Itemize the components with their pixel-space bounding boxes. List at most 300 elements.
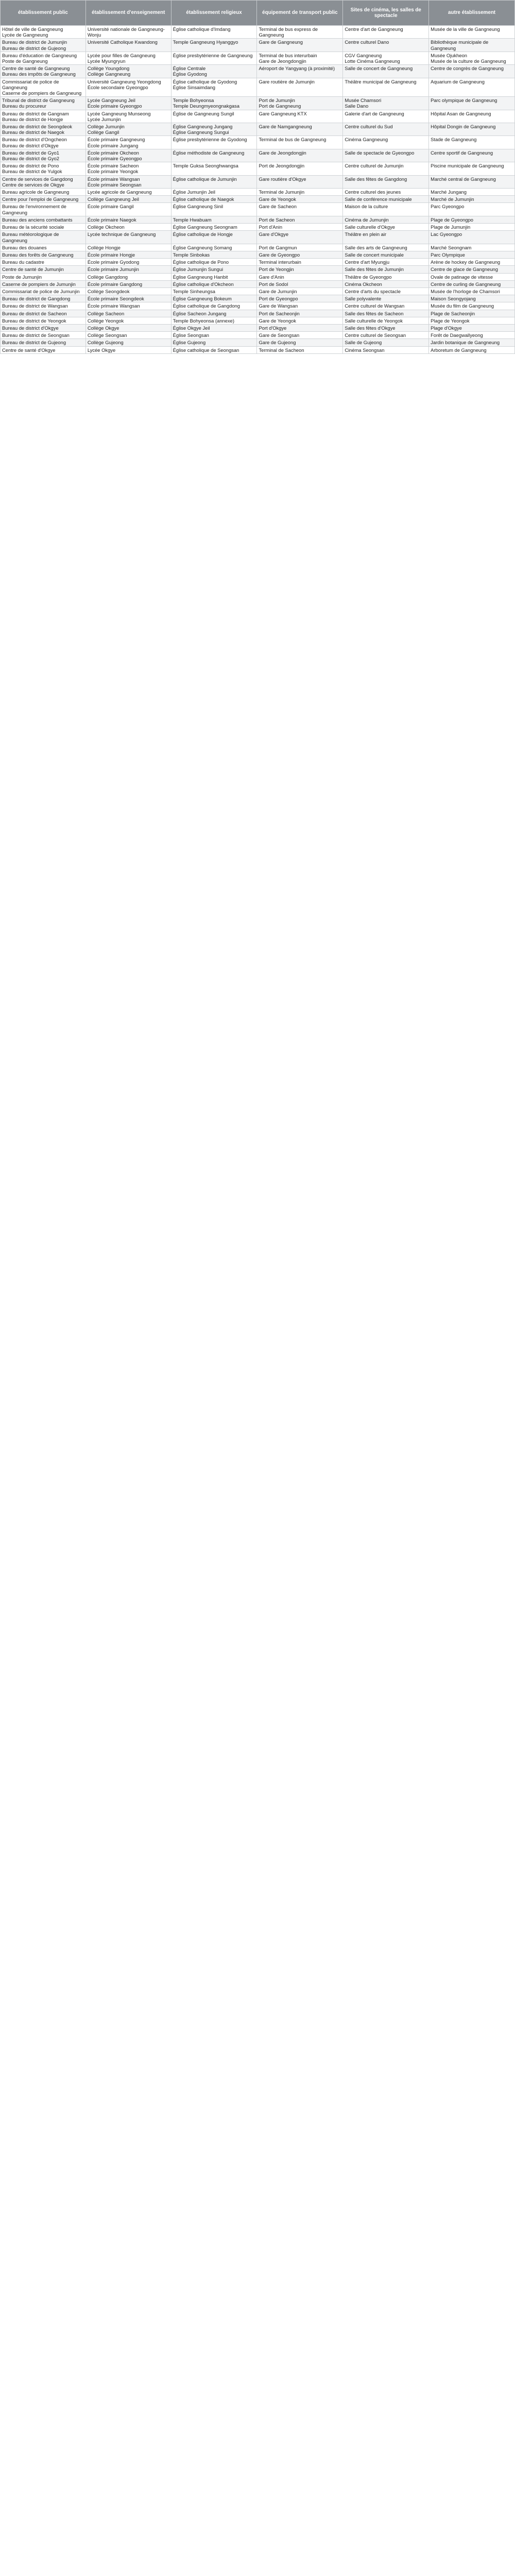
cell-cinema [343, 97, 429, 110]
cell-other [429, 216, 515, 223]
cell-entry: Salle de spectacle de Gyeongpo [345, 149, 415, 156]
cell-entry: Bibliothèque municipale de Gangneung [431, 39, 489, 51]
cell-entry: Bureau de district de Yeongok [2, 317, 66, 324]
cell-entry: Église Gangneung Sinil [173, 204, 224, 210]
cell-other [429, 280, 515, 287]
cell-entry: Bureau météorologique de Gangneung [2, 231, 59, 243]
cell-entry: Église Centrale [173, 65, 206, 72]
cell-religious [171, 266, 257, 273]
cell-public [1, 52, 86, 64]
cell-transport [257, 216, 343, 223]
cell-entry: Bureau de district de Naegok [2, 129, 64, 135]
cell-other [429, 97, 515, 110]
cell-public [1, 26, 86, 39]
cell-cinema [343, 295, 429, 302]
cell-public [1, 196, 86, 203]
cell-public [1, 280, 86, 287]
cell-entry: Jardin botanique de Gangneung [431, 340, 500, 346]
cell-other [429, 224, 515, 231]
cell-education [85, 266, 171, 273]
facilities-table [0, 0, 515, 354]
cell-entry: École primaire Gyeongpo [87, 103, 142, 109]
cell-other [429, 136, 515, 149]
cell-entry: Église Gangneung Jungang [173, 124, 233, 130]
cell-entry: Poste de Jumunjin [2, 274, 42, 280]
cell-public [1, 346, 86, 353]
cell-other [429, 324, 515, 331]
cell-public [1, 110, 86, 123]
column-header-education: établissement d'enseignement [85, 1, 171, 26]
cell-entry: Salle culturelle de Yeongok [345, 317, 403, 324]
cell-education [85, 175, 171, 188]
table-row [1, 149, 515, 162]
cell-entry: École primaire Gangil [87, 204, 134, 210]
cell-other [429, 149, 515, 162]
cell-public [1, 295, 86, 302]
cell-entry: Cinéma Okcheon [345, 281, 382, 287]
cell-entry: Bureau de district de Gujeong [2, 340, 66, 346]
cell-religious [171, 324, 257, 331]
cell-transport [257, 189, 343, 196]
cell-entry: Lycée de Gangneung [2, 32, 48, 38]
cell-entry: Bureau de district de Jumunjin [2, 39, 67, 45]
cell-public [1, 175, 86, 188]
cell-transport [257, 244, 343, 251]
column-header-transport: équipement de transport public [257, 1, 343, 26]
cell-entry: Bureau de district de Yulgok [2, 168, 62, 175]
table-row [1, 78, 515, 97]
cell-cinema [343, 26, 429, 39]
cell-entry: Collège Youngdong [87, 65, 130, 72]
cell-entry: Hôpital Dongin de Gangneung [431, 124, 496, 130]
cell-entry: Centre de services de Okgye [2, 181, 64, 188]
cell-education [85, 123, 171, 136]
cell-entry: Terminal interurbain [259, 259, 301, 265]
cell-other [429, 189, 515, 196]
cell-education [85, 310, 171, 317]
cell-religious [171, 26, 257, 39]
cell-public [1, 65, 86, 78]
table-row [1, 136, 515, 149]
cell-religious [171, 149, 257, 162]
cell-public [1, 162, 86, 175]
cell-entry: Marché central de Gangneung [431, 176, 496, 182]
cell-other [429, 244, 515, 251]
cell-entry: Salle des fêtes de Gangdong [345, 176, 407, 182]
cell-entry: Église de Gangneung Sungil [173, 110, 234, 116]
cell-transport [257, 310, 343, 317]
cell-entry: Plage de Sacheonjin [431, 310, 475, 316]
cell-entry: Gare de Gujeong [259, 340, 296, 346]
cell-religious [171, 216, 257, 223]
cell-religious [171, 244, 257, 251]
cell-public [1, 231, 86, 244]
cell-cinema [343, 162, 429, 175]
cell-transport [257, 324, 343, 331]
cell-entry: Port de Sodol [259, 281, 288, 287]
cell-entry: École primaire Yeongok [87, 168, 139, 175]
cell-entry: Temple Gangneung Hyanggyo [173, 39, 238, 45]
column-header-cinema: Sites de cinéma, les salles de spectacle [343, 1, 429, 26]
cell-transport [257, 196, 343, 203]
cell-transport [257, 162, 343, 175]
cell-entry: Gare routière d'Okgye [259, 176, 306, 182]
cell-transport [257, 302, 343, 310]
cell-entry: Centre de glace de Gangneung [431, 266, 498, 273]
cell-entry: Collège Sacheon [87, 310, 125, 316]
cell-religious [171, 346, 257, 353]
cell-entry: Gare de Jumunjin [259, 288, 297, 294]
cell-entry: Piscine municipale de Gangneung [431, 163, 504, 169]
cell-entry: Centre sportif de Gangneung [431, 149, 493, 156]
cell-religious [171, 78, 257, 97]
cell-cinema [343, 224, 429, 231]
cell-education [85, 224, 171, 231]
cell-entry: École primaire Jungang [87, 142, 139, 148]
cell-public [1, 149, 86, 162]
cell-education [85, 287, 171, 295]
table-row [1, 39, 515, 52]
cell-cinema [343, 287, 429, 295]
cell-entry: Bureau de district de Gyo1 [2, 149, 59, 156]
cell-entry: Terminal de Jumunjin [259, 189, 305, 195]
cell-entry: École primaire Okcheon [87, 149, 139, 156]
cell-public [1, 332, 86, 339]
cell-education [85, 346, 171, 353]
cell-education [85, 280, 171, 287]
cell-entry: École primaire Gangdong [87, 281, 143, 287]
cell-entry: Forêt de Daegwallyeong [431, 332, 483, 338]
table-row [1, 251, 515, 258]
cell-religious [171, 273, 257, 280]
cell-religious [171, 317, 257, 324]
table-row [1, 97, 515, 110]
cell-entry: Gare de Jeongdongjin [259, 58, 306, 64]
cell-public [1, 317, 86, 324]
cell-entry: Caserne de pompiers de Jumunjin [2, 281, 76, 287]
cell-transport [257, 203, 343, 216]
cell-other [429, 295, 515, 302]
cell-entry: Bureau de l'environnement de Gangneung [2, 204, 66, 215]
cell-entry: Centre culturel des jeunes [345, 189, 401, 195]
cell-entry: Église Gangneung Somang [173, 244, 232, 250]
cell-transport [257, 317, 343, 324]
cell-entry: Bureau de district de Gangnam [2, 110, 69, 116]
cell-entry: École primaire Gangneung [87, 137, 145, 143]
cell-other [429, 203, 515, 216]
cell-other [429, 332, 515, 339]
cell-religious [171, 97, 257, 110]
cell-education [85, 273, 171, 280]
cell-entry: Temple Bohyeonsa [173, 97, 214, 104]
cell-entry: Maison Seongyojang [431, 296, 476, 302]
table-row [1, 203, 515, 216]
cell-public [1, 78, 86, 97]
cell-entry: Église Sacheon Jungang [173, 310, 227, 316]
cell-transport [257, 339, 343, 346]
cell-cinema [343, 266, 429, 273]
cell-religious [171, 65, 257, 78]
cell-entry: Salle polyvalente [345, 296, 382, 302]
cell-entry: Bureau de district de Pono [2, 163, 59, 169]
cell-entry: Temple Sinbokas [173, 251, 210, 258]
cell-religious [171, 231, 257, 244]
cell-entry: École primaire Jumunjin [87, 266, 139, 273]
cell-other [429, 175, 515, 188]
cell-entry: Aquarium de Gangneung [431, 78, 485, 84]
cell-entry: Bureau de district d'Ongcheon [2, 137, 67, 143]
cell-entry: Bureau du cadastre [2, 259, 44, 265]
cell-entry: Gare de Gangneung [259, 39, 303, 45]
cell-cinema [343, 149, 429, 162]
cell-transport [257, 97, 343, 110]
cell-entry: Salle des arts de Gangneung [345, 244, 407, 250]
cell-entry: Temple Guksa Seonghwangsa [173, 163, 238, 169]
cell-entry: École primaire Seongdeok [87, 296, 144, 302]
cell-religious [171, 39, 257, 52]
cell-entry: Bureau d'éducation de Gangneung [2, 52, 77, 58]
cell-entry: Bureau de district d'Okgye [2, 325, 59, 331]
cell-cinema [343, 39, 429, 52]
cell-transport [257, 295, 343, 302]
cell-transport [257, 136, 343, 149]
table-row [1, 26, 515, 39]
cell-entry: Collège Yeongok [87, 317, 124, 324]
table-row [1, 273, 515, 280]
cell-other [429, 231, 515, 244]
cell-entry: Salle des fêtes de Jumunjin [345, 266, 404, 273]
cell-entry: Caserne de pompiers de Gangneung [2, 90, 82, 96]
cell-entry: Ovale de patinage de vitesse [431, 274, 493, 280]
cell-public [1, 266, 86, 273]
cell-entry: Cinéma Seongsan [345, 347, 385, 353]
cell-religious [171, 280, 257, 287]
cell-entry: École primaire Hongje [87, 251, 135, 258]
cell-entry: Centre de congrès de Gangneung [431, 65, 504, 72]
cell-transport [257, 266, 343, 273]
cell-entry: Gare de Yeongok [259, 317, 296, 324]
cell-cinema [343, 65, 429, 78]
cell-other [429, 162, 515, 175]
cell-entry: Parc olympique de Gangneung [431, 97, 497, 104]
cell-entry: Centre culturel du Sud [345, 124, 393, 130]
cell-religious [171, 162, 257, 175]
cell-other [429, 52, 515, 64]
cell-entry: Gare de Wangsan [259, 303, 298, 309]
cell-entry: Plage de Gyeongpo [431, 216, 474, 223]
cell-entry: Église Gangneung Seongnam [173, 224, 237, 230]
cell-entry: Collège Gujeong [87, 340, 124, 346]
cell-entry: Église Gujeong [173, 340, 206, 346]
cell-transport [257, 78, 343, 97]
cell-entry: Arène de hockey de Gangneung [431, 259, 501, 265]
cell-entry: Église presbytérienne de Gangneung [173, 52, 253, 58]
cell-religious [171, 287, 257, 295]
cell-entry: Centre d'arts du spectacle [345, 288, 401, 294]
cell-entry: Église catholique de Seongsan [173, 347, 239, 353]
cell-religious [171, 259, 257, 266]
cell-religious [171, 332, 257, 339]
cell-entry: Université Catholique Kwandong [87, 39, 158, 45]
cell-entry: Centre pour l'emploi de Gangneung [2, 196, 79, 202]
cell-entry: Collège Seongdeok [87, 288, 130, 294]
table-row [1, 324, 515, 331]
cell-entry: Collège Okgye [87, 325, 119, 331]
cell-entry: Parc Olympique [431, 251, 465, 258]
cell-entry: Temple Sinheungsa [173, 288, 216, 294]
cell-entry: Tribunal de district de Gangneung [2, 97, 75, 104]
cell-other [429, 65, 515, 78]
cell-education [85, 231, 171, 244]
cell-entry: Musée du film de Gangneung [431, 303, 494, 309]
cell-entry: Collège Gangil [87, 129, 119, 135]
cell-other [429, 346, 515, 353]
cell-entry: Plage de Yeongok [431, 317, 470, 324]
cell-entry: Église catholique de Gangdong [173, 303, 240, 309]
cell-entry: École primaire Naegok [87, 216, 136, 223]
table-row [1, 123, 515, 136]
cell-entry: Lycée Okgye [87, 347, 116, 353]
table-row [1, 332, 515, 339]
cell-entry: Gare de Namgangneung [259, 124, 312, 130]
cell-transport [257, 175, 343, 188]
cell-transport [257, 346, 343, 353]
cell-other [429, 259, 515, 266]
column-header-public: établissement public [1, 1, 86, 26]
cell-cinema [343, 203, 429, 216]
cell-cinema [343, 280, 429, 287]
cell-entry: Aéroport de Yangyang (à proximité) [259, 65, 335, 72]
cell-transport [257, 26, 343, 39]
cell-entry: Bureau de district de Gangdong [2, 296, 71, 302]
cell-entry: Port d'Okgye [259, 325, 287, 331]
cell-entry: École primaire Wangsan [87, 303, 140, 309]
cell-cinema [343, 317, 429, 324]
cell-public [1, 39, 86, 52]
table-row [1, 52, 515, 64]
cell-cinema [343, 259, 429, 266]
cell-entry: Musée de la ville de Gangneung [431, 26, 500, 32]
cell-entry: Collège Jumunjin [87, 124, 125, 130]
cell-entry: École primaire Sacheon [87, 163, 139, 169]
cell-entry: Lycée Jumunjin [87, 116, 121, 122]
cell-education [85, 39, 171, 52]
cell-entry: Centre de santé de Gangneung [2, 65, 70, 72]
cell-cinema [343, 310, 429, 317]
cell-religious [171, 52, 257, 64]
header-row [1, 1, 515, 26]
cell-education [85, 162, 171, 175]
cell-entry: Église catholique d'Okcheon [173, 281, 234, 287]
cell-other [429, 39, 515, 52]
cell-entry: Cinéma Gangneung [345, 137, 388, 143]
cell-entry: Port de Sacheonjin [259, 310, 300, 316]
cell-public [1, 123, 86, 136]
cell-public [1, 302, 86, 310]
cell-public [1, 324, 86, 331]
cell-public [1, 136, 86, 149]
cell-entry: Salle de concert municipale [345, 251, 404, 258]
cell-cinema [343, 52, 429, 64]
cell-cinema [343, 251, 429, 258]
cell-education [85, 65, 171, 78]
cell-entry: Bureau de district de Seongsan [2, 332, 70, 338]
cell-other [429, 110, 515, 123]
cell-entry: Théâtre de Gyeongpo [345, 274, 392, 280]
cell-entry: Gare de Seongsan [259, 332, 300, 338]
cell-entry: Gare d'Okgye [259, 231, 289, 238]
cell-religious [171, 302, 257, 310]
cell-entry: Terminal de bus interurbain [259, 52, 317, 58]
column-header-other: autre établissement [429, 1, 515, 26]
cell-entry: Collège Hongje [87, 244, 121, 250]
cell-entry: Université nationale de Gangneung-Wonju [87, 26, 165, 38]
cell-entry: Bureau des anciens combattants [2, 216, 73, 223]
cell-entry: Centre culturel de Wangsan [345, 303, 405, 309]
cell-entry: Église Okgye Jeil [173, 325, 210, 331]
cell-transport [257, 52, 343, 64]
table-row [1, 196, 515, 203]
table-header [1, 1, 515, 26]
cell-entry: Port de Yeongjin [259, 266, 294, 273]
cell-entry: Gare routière de Jumunjin [259, 78, 315, 84]
cell-transport [257, 251, 343, 258]
cell-education [85, 196, 171, 203]
cell-entry: Port de Sacheon [259, 216, 295, 223]
cell-public [1, 287, 86, 295]
cell-entry: Église catholique de Jumunjin [173, 176, 237, 182]
cell-entry: Gare d'Anin [259, 274, 284, 280]
cell-entry: Musée de la culture de Gangneung [431, 58, 506, 64]
table-row [1, 259, 515, 266]
cell-transport [257, 110, 343, 123]
cell-entry: Centre culturel Dano [345, 39, 389, 45]
cell-education [85, 251, 171, 258]
cell-entry: Théâtre en plein air [345, 231, 387, 238]
cell-entry: Port de Gangneung [259, 103, 301, 109]
cell-religious [171, 203, 257, 216]
cell-entry: Bureau des forêts de Gangneung [2, 251, 74, 258]
cell-entry: Collège Gangdong [87, 274, 128, 280]
cell-entry: Église Sinsaimdang [173, 84, 215, 90]
table-row [1, 295, 515, 302]
cell-entry: Église catholique de Pono [173, 259, 229, 265]
cell-other [429, 26, 515, 39]
cell-other [429, 266, 515, 273]
cell-cinema [343, 136, 429, 149]
cell-entry: École primaire Gyodong [87, 259, 140, 265]
table-row [1, 216, 515, 223]
cell-religious [171, 310, 257, 317]
cell-entry: Centre de santé de Jumunjin [2, 266, 64, 273]
cell-entry: Bureau des douanes [2, 244, 47, 250]
cell-transport [257, 39, 343, 52]
cell-entry: Lycée Gangneung Munseong [87, 110, 151, 116]
cell-entry: Centre culturel de Seongsan [345, 332, 406, 338]
cell-education [85, 216, 171, 223]
cell-cinema [343, 196, 429, 203]
cell-entry: Temple Bohyeonsa (annexe) [173, 317, 234, 324]
table-row [1, 302, 515, 310]
cell-entry: Lycée technique de Gangneung [87, 231, 156, 238]
cell-education [85, 78, 171, 97]
cell-education [85, 136, 171, 149]
cell-religious [171, 110, 257, 123]
table-row [1, 339, 515, 346]
cell-education [85, 189, 171, 196]
cell-religious [171, 136, 257, 149]
cell-transport [257, 65, 343, 78]
